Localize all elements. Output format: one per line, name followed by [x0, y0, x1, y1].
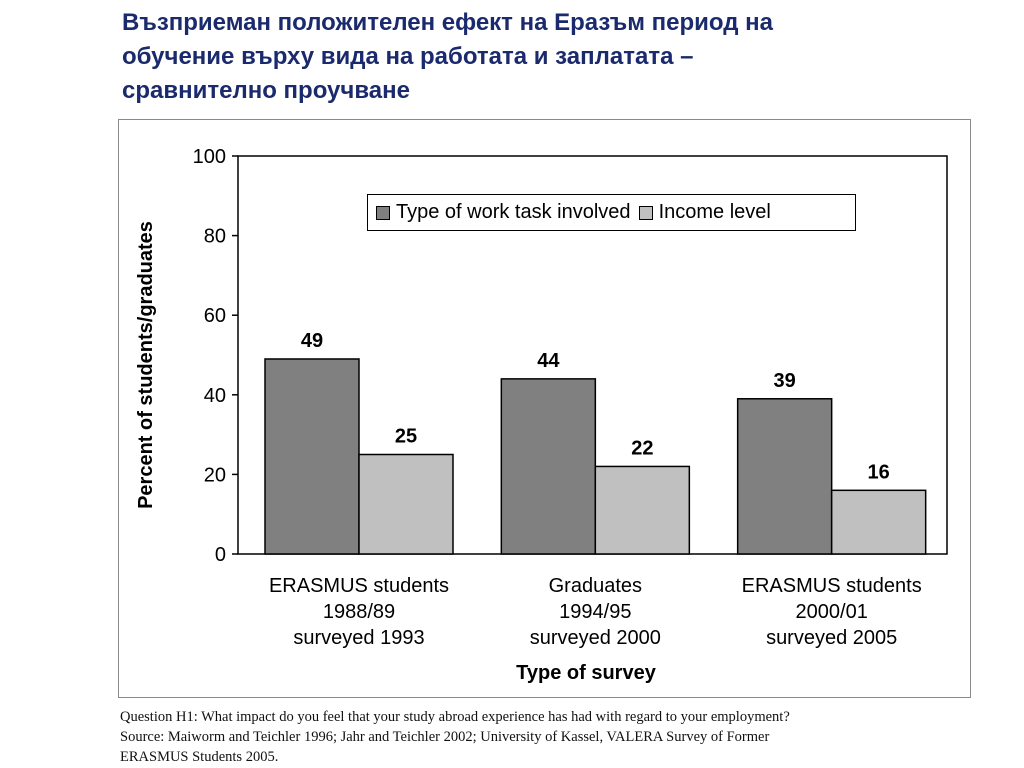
bar-work-task: [501, 379, 595, 554]
y-tick-label: 40: [203, 384, 226, 407]
bar-value-label: 25: [394, 425, 418, 448]
y-tick-label: 80: [203, 225, 226, 248]
chart-legend: [367, 194, 856, 231]
bar-value-label: 22: [631, 437, 654, 460]
x-tick-label: surveyed 2000: [529, 627, 661, 649]
x-tick-label: surveyed 2005: [766, 627, 898, 649]
bar-value-label: 39: [773, 369, 796, 392]
bar-value-label: 44: [537, 349, 560, 372]
x-tick-label: surveyed 1993: [293, 627, 425, 649]
bar-work-task: [265, 359, 359, 554]
y-tick-label: 60: [203, 305, 226, 328]
legend-label-income: Income level: [658, 201, 771, 223]
y-axis-label: Percent of students/graduates: [135, 221, 157, 509]
legend-swatch-income: [639, 206, 653, 220]
legend-label-work-task: Type of work task involved: [396, 201, 631, 223]
caption-line-3: ERASMUS Students 2005.: [120, 749, 279, 765]
x-tick-label: 2000/01: [795, 601, 868, 623]
x-axis-label: Type of survey: [516, 662, 656, 684]
title-line-3: сравнително проучване: [122, 77, 410, 104]
title-line-2: обучение върху вида на работата и заплатата –: [122, 43, 694, 70]
x-tick-label: 1994/95: [559, 601, 632, 623]
bar-income: [595, 466, 689, 554]
x-tick-label: ERASMUS students: [741, 575, 922, 597]
caption-line-1: Question H1: What impact do you feel that your study abroad experience has had with regard to your employment?: [120, 709, 790, 725]
bar-income: [832, 490, 926, 554]
x-tick-label: 1988/89: [322, 601, 396, 623]
bar-income: [359, 455, 453, 555]
source-caption: [120, 707, 1000, 767]
y-tick-label: 0: [214, 544, 226, 566]
legend-item-work-task: [376, 201, 631, 224]
y-tick-label: 100: [192, 146, 226, 168]
bar-value-label: 16: [867, 461, 890, 484]
bar-value-label: 49: [300, 329, 324, 352]
y-tick-label: 20: [203, 464, 226, 487]
legend-item-income: [639, 201, 771, 224]
title-line-1: Възприеман положителен ефект на Еразъм период на: [122, 9, 774, 36]
x-tick-label: Graduates: [548, 575, 643, 597]
x-tick-label: ERASMUS students: [268, 575, 450, 597]
bar-work-task: [738, 399, 832, 554]
legend-swatch-work-task: [376, 206, 390, 220]
caption-line-2: Source: Maiworm and Teichler 1996; Jahr and Teichler 2002; University of Kassel, VALERA Survey of Former: [120, 729, 770, 745]
